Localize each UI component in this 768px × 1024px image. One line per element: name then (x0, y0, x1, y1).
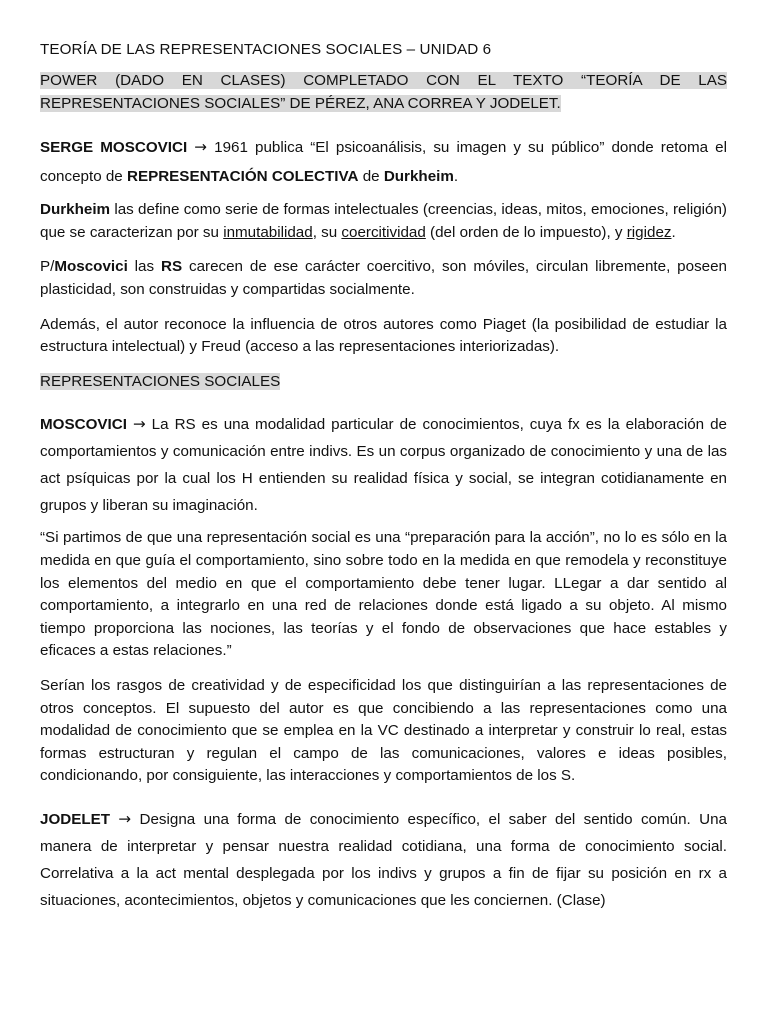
section-heading-text: REPRESENTACIONES SOCIALES (40, 372, 281, 390)
paragraph-text: las (127, 258, 161, 276)
paragraph-text: , su (312, 223, 342, 241)
paragraph-moscovici-rs (40, 256, 727, 301)
paragraph-moscovici-intro (40, 133, 727, 191)
paragraph-text: carecen de ese carácter coercitivo, son móviles, circulan libremente, poseen plasticidad, son construidas y compartidas socialmente. (40, 258, 728, 298)
paragraph-text: Designa una forma de conocimiento específico, el saber del sentido común. Una manera de interpretar y pensar nuestra realidad cotidiana, una forma de conocimiento social. Correlativa a la act mental desplegada por los indivs y grupos a fin de fijar su posición en rx a situaciones, acontecimientos, objetos y comunicaciones que les conciernen. (Clase) (40, 810, 727, 909)
highlighted-intro-text: POWER (DADO EN CLASES) COMPLETADO CON EL TEXTO “TEORÍA DE LAS REPRESENTACIONES SOCIALES” DE PÉREZ, ANA CORREA Y JODELET. (40, 72, 727, 112)
paragraph-quote: “Si partimos de que una representación social es una “preparación para la acción”, no lo es sólo en la medida en que guía el comportamiento, sino sobre todo en la medida en que remodela y reconstituye los elementos del medio en que el comportamiento debe tener lugar. LLegar a dar sentido al comportamiento, a integrarlo en una red de relaciones donde está ligado a su objeto. Al mismo tiempo proporciona las nociones, las teorías y el fondo de observaciones que hace estables y eficaces a estas relaciones.” (40, 529, 727, 660)
author-name: JODELET (40, 810, 111, 828)
underlined-term: rigidez (626, 223, 672, 241)
author-name: Durkheim (40, 201, 111, 219)
highlighted-intro (40, 70, 727, 115)
underlined-term: inmutabilidad (223, 223, 313, 241)
section-heading (40, 371, 727, 394)
concept-term: REPRESENTACIÓN COLECTIVA (126, 168, 359, 186)
paragraph-text: P/ (40, 258, 55, 276)
paragraph-text: . (453, 168, 459, 186)
document-page (40, 40, 727, 914)
author-name: SERGE MOSCOVICI (40, 139, 188, 157)
paragraph-durkheim (40, 199, 727, 244)
paragraph-creativity: Serían los rasgos de creatividad y de especificidad los que distinguirían a las representaciones de otros conceptos. El supuesto del autor es que concibiendo a las representaciones como una modalidad de conocimiento que se emplea en la VC destinado a interpretar y construir lo real, estas formas estructuran y regulan el campo de las comunicaciones, valores e ideas posibles, condicionando, por consiguiente, las interacciones y comportamientos de los S. (40, 676, 727, 785)
paragraph-moscovici-rs-definition (40, 411, 727, 519)
arrow-right-icon: → (132, 415, 146, 434)
title-text: TEORÍA DE LAS REPRESENTACIONES SOCIALES – UNIDAD 6 (40, 41, 492, 58)
paragraph-text: . (671, 223, 676, 241)
paragraph-text: (del orden de lo impuesto), y (425, 223, 627, 241)
author-name: Durkheim (383, 168, 454, 186)
arrow-right-icon: → (194, 138, 208, 157)
paragraph-jodelet (40, 806, 727, 914)
document-title (40, 40, 727, 60)
paragraph-text: las define como serie de formas intelectuales (creencias, ideas, mitos, emociones, religión) que se caracterizan por su (40, 201, 727, 241)
paragraph-text: de (358, 168, 384, 186)
paragraph-text: 1961 publica “El psicoanálisis, su imagen y su público” donde retoma el concepto de (40, 139, 727, 186)
arrow-right-icon: → (118, 809, 132, 828)
author-name: MOSCOVICI (40, 416, 127, 434)
concept-term: RS (160, 258, 183, 276)
author-name: Moscovici (54, 258, 128, 276)
paragraph-influences: Además, el autor reconoce la influencia de otros autores como Piaget (la posibilidad de estudiar la estructura intelectual) y Freud (acceso a las representaciones interiorizadas). (40, 315, 727, 356)
paragraph-text: La RS es una modalidad particular de conocimientos, cuya fx es la elaboración de comportamientos y comunicación entre indivs. Es un corpus organizado de conocimiento y una de las act psíquicas por la cual los H entienden su realidad física y social, se integran cotidianamente en grupos y liberan su imaginación. (40, 416, 727, 515)
underlined-term: coercitividad (341, 223, 426, 241)
